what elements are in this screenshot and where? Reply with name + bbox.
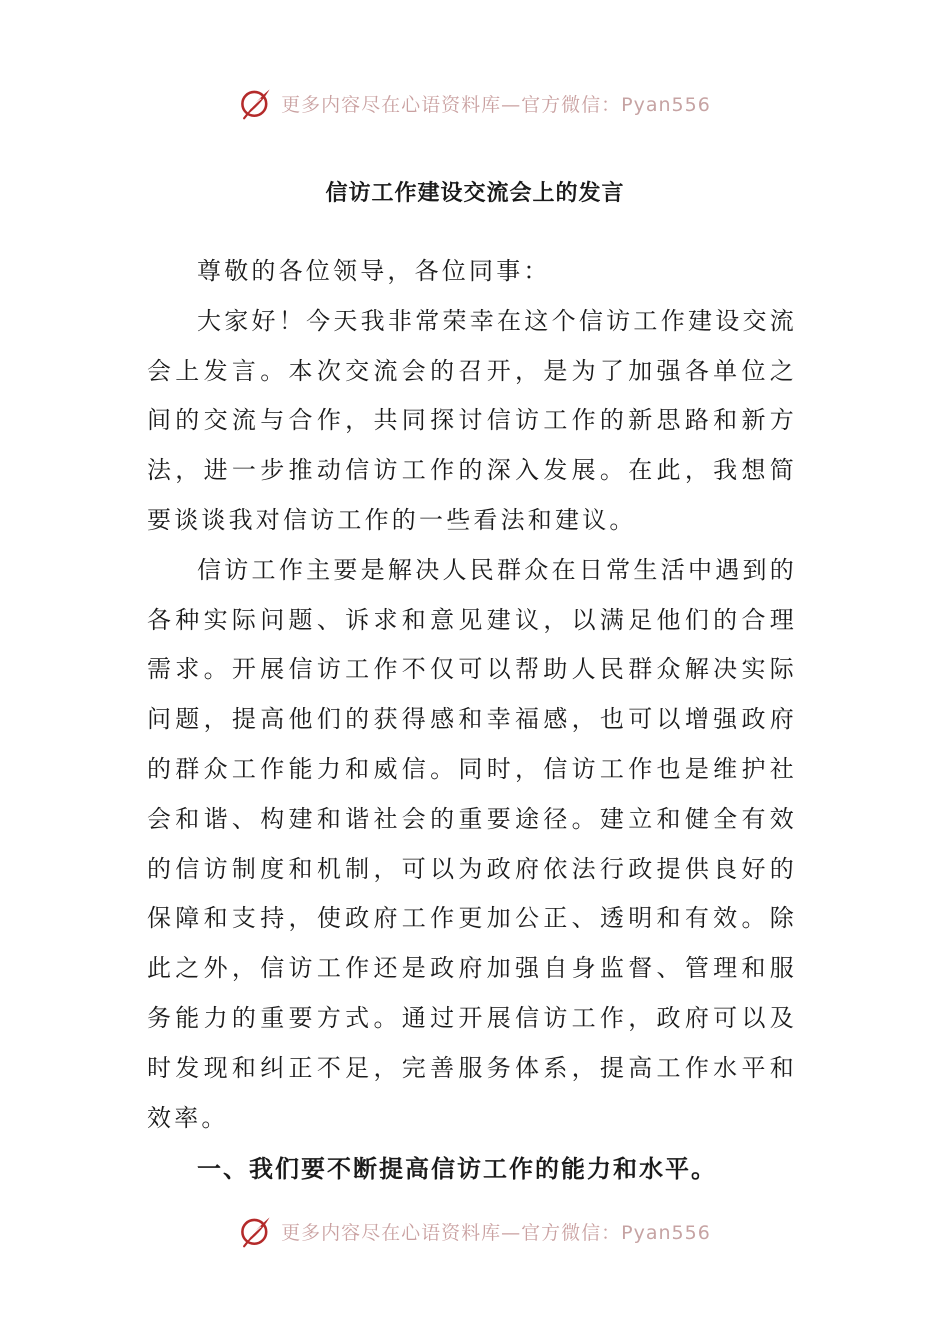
footer-watermark bbox=[0, 1211, 950, 1251]
quill-pen-logo-icon bbox=[239, 1214, 273, 1248]
quill-pen-logo-icon bbox=[239, 86, 273, 120]
watermark-text: 更多内容尽在心语资料库—官方微信：Pyan556 bbox=[281, 1221, 711, 1244]
paragraph-2: 信访工作主要是解决人民群众在日常生活中遇到的各种实际问题、诉求和意见建议，以满足他们的合理需求。开展信访工作不仅可以帮助人民群众解决实际问题，提高他们的获得感和幸福感，也可以增强政府的群众工作能力和威信。同时，信访工作也是维护社会和谐、构建和谐社会的重要途径。建立和健全有效的信访制度和机制，可以为政府依法行政提供良好的保障和支持，使政府工作更加公正、透明和有效。除此之外，信访工作还是政府加强自身监督、管理和服务能力的重要方式。通过开展信访工作，政府可以及时发现和纠正不足，完善服务体系，提高工作水平和效率。 bbox=[147, 555, 797, 1132]
document-title: 信访工作建设交流会上的发言 bbox=[325, 181, 625, 206]
watermark-text: 更多内容尽在心语资料库—官方微信：Pyan556 bbox=[281, 93, 711, 116]
header-watermark bbox=[0, 83, 950, 123]
watermark-wechat-id: Pyan556 bbox=[621, 1221, 711, 1244]
paragraph-1: 大家好！今天我非常荣幸在这个信访工作建设交流会上发言。本次交流会的召开，是为了加强各单位之间的交流与合作，共同探讨信访工作的新思路和新方法，进一步推动信访工作的深入发展。在此，我想简要谈谈我对信访工作的一些看法和建议。 bbox=[147, 306, 797, 534]
salutation: 尊敬的各位领导，各位同事： bbox=[197, 257, 551, 285]
document-body bbox=[147, 247, 797, 1195]
watermark-wechat-id: Pyan556 bbox=[621, 93, 711, 116]
section-heading: 一、我们要不断提高信访工作的能力和水平。 bbox=[197, 1155, 717, 1184]
